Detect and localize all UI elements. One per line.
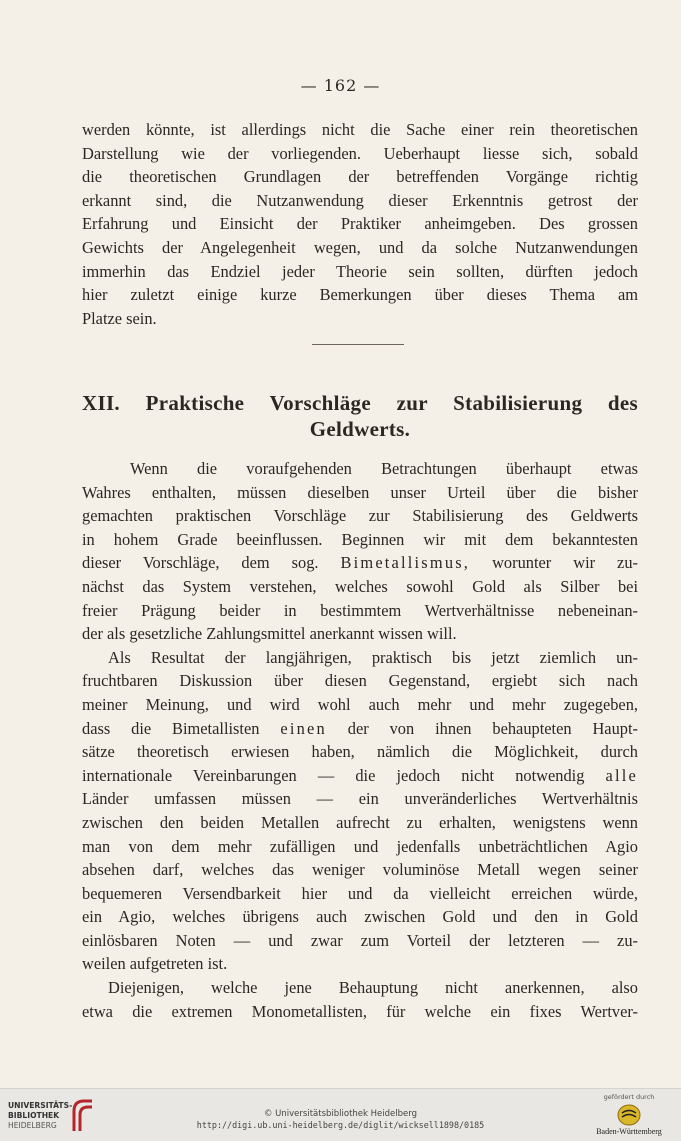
- text-line: zwischen den beiden Metallen aufrecht zu erhalten, wenigstens wenn: [82, 812, 638, 832]
- text-line: Platze sein.: [82, 308, 157, 328]
- library-name: UNIVERSITÄTS- BIBLIOTHEK HEIDELBERG: [8, 1101, 73, 1130]
- text-line: Als Resultat der langjährigen, praktisch bis jetzt ziemlich un-: [108, 647, 638, 667]
- text-segment: dass die Bimetallisten: [82, 718, 260, 738]
- emphasized-term: einen: [280, 718, 327, 738]
- text-line: gemachten praktischen Vorschläge zur Stabilisierung des Geldwerts: [82, 506, 638, 526]
- text-line: immerhin das Endziel jeder Theorie sein sollten, dürften jedoch: [82, 261, 638, 281]
- funding-notice: [591, 1093, 667, 1136]
- text-line: ein Agio, welches übrigens auch zwischen Gold und den in Gold: [82, 907, 638, 927]
- page-number: — 162 —: [300, 76, 381, 95]
- text-line: [82, 717, 638, 741]
- paragraph-body: [82, 457, 638, 1023]
- section-heading-line2: Geldwerts.: [309, 417, 411, 441]
- paragraph-intro: [82, 118, 638, 330]
- text-line: Gewichts der Angelegenheit wegen, und da solche Nutzanwendungen: [82, 237, 638, 257]
- text-line: meiner Meinung, und wird wohl auch mehr und mehr zugegeben,: [82, 694, 638, 714]
- text-segment: internationale Vereinbarungen — die jedoch nicht notwendig: [82, 765, 585, 785]
- text-segment: dieser Vorschläge, dem sog.: [82, 553, 319, 573]
- emphasized-term: Bimetallismus,: [340, 553, 471, 573]
- text-line: fruchtbaren Diskussion über diesen Gegenstand, ergiebt sich nach: [82, 671, 638, 691]
- text-line: werden könnte, ist allerdings nicht die Sache einer rein theoretischen: [82, 120, 638, 139]
- funder-name: Baden-Württemberg: [596, 1127, 662, 1136]
- text-line: Darstellung wie der vorliegenden. Ueberhaupt liesse sich, sobald: [82, 143, 638, 163]
- text-line: weilen aufgetreten ist.: [82, 954, 228, 974]
- baden-wuerttemberg-crest-icon: [617, 1104, 641, 1126]
- permalink[interactable]: http://digi.ub.uni-heidelberg.de/diglit/wicksell1898/0185: [196, 1120, 485, 1130]
- viewer-footer: [0, 1088, 681, 1141]
- text-line: in hohem Grade beeinflussen. Beginnen wir mit dem bekanntesten: [82, 529, 638, 549]
- text-line: einlösbaren Noten — und zwar zum Vorteil der letzteren — zu-: [82, 930, 638, 950]
- text-line: Länder umfassen müssen — ein unveränderliches Wertverhältnis: [82, 789, 638, 809]
- text-line: hier zuletzt einige kurze Bemerkungen über dieses Thema am: [82, 285, 638, 305]
- text-line: etwa die extremen Monometallisten, für welche ein fixes Wertver-: [82, 1001, 638, 1021]
- text-line: freier Prägung beider in bestimmtem Wertverhältnisse nebeneinan-: [82, 600, 638, 620]
- emphasized-term: alle: [605, 765, 638, 785]
- text-line: bequemeren Versendbarkeit hier und da vielleicht erreichen würde,: [82, 883, 638, 903]
- text-line: sätze theoretisch erwiesen haben, nämlich die Möglichkeit, durch: [82, 742, 638, 762]
- text-line: absehen darf, welches das weniger voluminöse Metall wegen seiner: [82, 860, 638, 880]
- text-line: [82, 764, 638, 788]
- section-heading-line1: XII. Praktische Vorschläge zur Stabilisierung des: [82, 391, 638, 415]
- copyright-notice: [0, 1109, 681, 1131]
- text-line: Erfahrung und Einsicht der Praktiker anheimgeben. Des grossen: [82, 214, 638, 234]
- text-line: nächst das System verstehen, welches sowohl Gold als Silber bei: [82, 576, 638, 596]
- text-line: Wahres enthalten, müssen dieselben unser Urteil über die bisher: [82, 482, 638, 502]
- copyright-text: © Universitätsbibliothek Heidelberg: [263, 1109, 417, 1119]
- text-segment: worunter wir zu-: [492, 553, 638, 573]
- section-heading: [82, 390, 638, 442]
- text-line: [82, 551, 638, 575]
- funded-by-label: gefördert durch: [603, 1093, 655, 1101]
- text-line: die theoretischen Grundlagen der betreffenden Vorgänge richtig: [82, 167, 638, 187]
- text-line: Diejenigen, welche jene Behauptung nicht anerkennen, also: [108, 978, 638, 998]
- section-divider: [312, 344, 404, 345]
- text-line: erkannt sind, die Nutzanwendung dieser Erkenntnis getrost der: [82, 190, 638, 210]
- text-line: der als gesetzliche Zahlungsmittel anerkannt wissen will.: [82, 624, 457, 644]
- text-segment: der von ihnen behaupteten Haupt-: [347, 718, 638, 738]
- text-line: man von dem mehr zufälligen und jedenfalls unbeträchtlichen Agio: [82, 836, 638, 856]
- text-line: Wenn die voraufgehenden Betrachtungen überhaupt etwas: [130, 459, 638, 478]
